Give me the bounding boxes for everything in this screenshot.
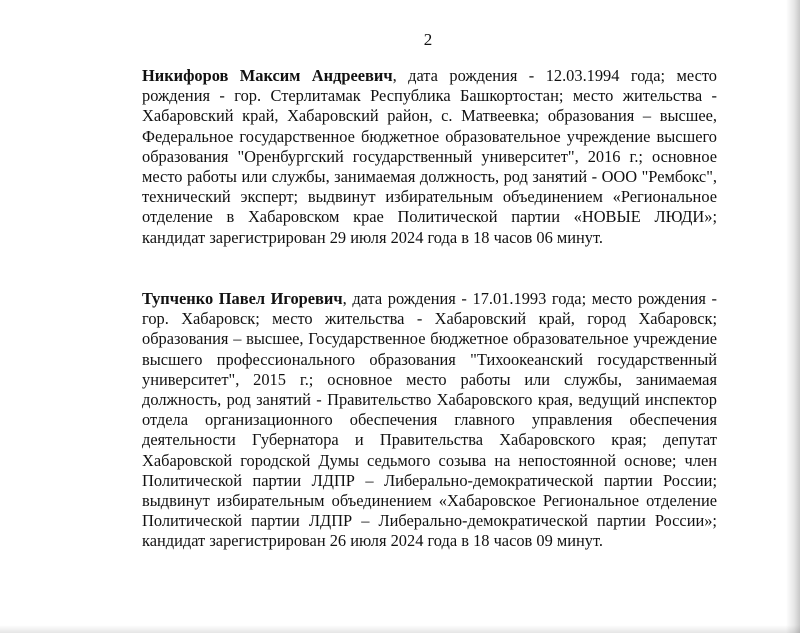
candidate-entry: [142, 289, 717, 552]
candidate-entry: [142, 66, 717, 248]
candidate-name: Никифоров Максим Андреевич: [142, 66, 393, 85]
page-number: 2: [423, 30, 433, 49]
page-bottom-shadow: [0, 625, 800, 633]
candidate-name: Тупченко Павел Игоревич: [142, 289, 343, 308]
candidate-details: , дата рождения - 17.01.1993 года; место рождения - гор. Хабаровск; место жительства - Хабаровский край, город Хабаровск; образования – высшее, Государственное бюджетное образовательное учреждение высшего профессионального образования "Тихоокеанский государственный университет", 2015 г.; основное место работы или службы, занимаемая должность, род занятий - Правительство Хабаровского края, ведущий инспектор отдела организационного обеспечения главного управления обеспечения деятельности Губернатора и Правительства Хабаровского края; депутат Хабаровской городской Думы седьмого созыва на непостоянной основе; член Политической партии ЛДПР – Либерально-демократической партии России; выдвинут избирательным объединением «Хабаровское Региональное отделение Политической партии ЛДПР – Либерально-демократической партии России»; кандидат зарегистрирован 26 июля 2024 года в 18 часов 09 минут.: [142, 289, 717, 551]
candidate-details: , дата рождения - 12.03.1994 года; место рождения - гор. Стерлитамак Республика Башкортостан; место жительства - Хабаровский край, Хабаровский район, с. Матвеевка; образования – высшее, Федеральное государственное бюджетное образовательное учреждение высшего образования "Оренбургский государственный университет", 2016 г.; основное место работы или службы, занимаемая должность, род занятий - ООО "Рембокс", технический эксперт; выдвинут избирательным объединением «Региональное отделение в Хабаровском крае Политической партии «НОВЫЕ ЛЮДИ»; кандидат зарегистрирован 29 июля 2024 года в 18 часов 06 минут.: [142, 66, 717, 247]
page-edge-shadow: [786, 0, 800, 633]
